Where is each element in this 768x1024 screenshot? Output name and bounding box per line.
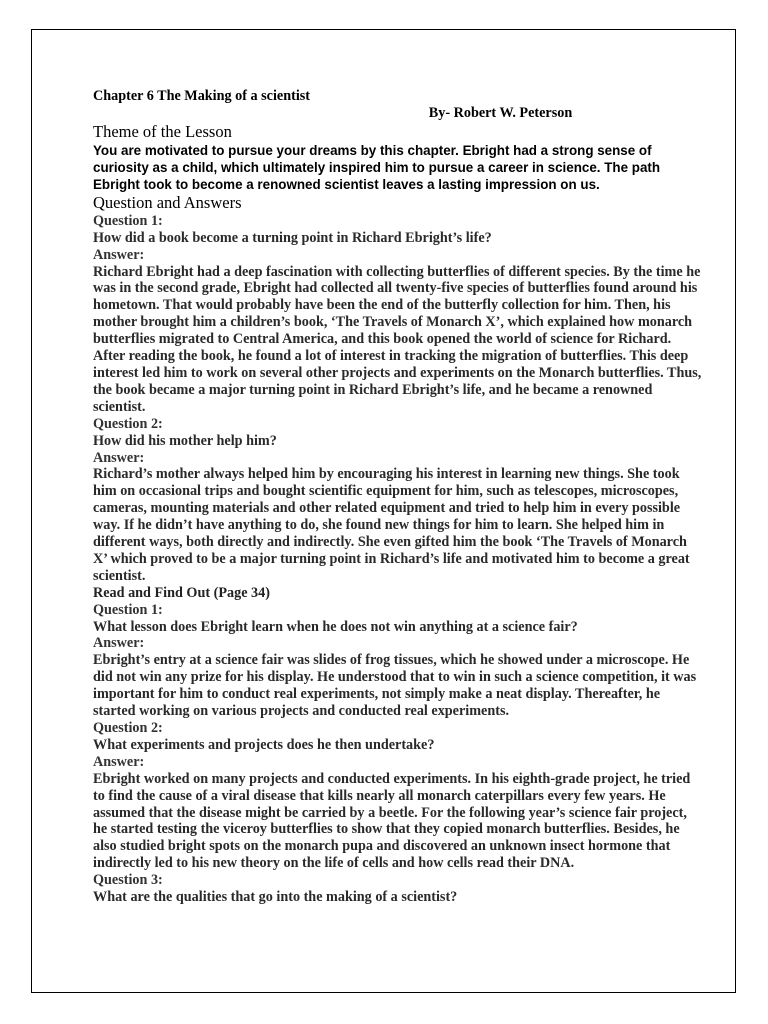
qa-heading: Question and Answers	[93, 192, 242, 212]
answer-label: Answer:	[93, 449, 145, 466]
theme-heading: Theme of the Lesson	[93, 121, 232, 141]
answer-text: Richard’s mother always helped him by encouraging his interest in learning new things. She took him on occasional trips and bought scientific equipment for him, such as telescopes, microscopes, cameras, mounting materials and other related equipment and tried to help him in every possible way. If he didn’t have anything to do, she found new things for him to learn. She helped him in different ways, both directly and indirectly. She even gifted him the book ‘The Travels of Monarch X’ which proved to be a major turning point in Richard’s life and motivated him to become a great scientist.	[93, 466, 690, 584]
qa-block-4	[93, 720, 703, 872]
qa-block-2	[93, 416, 703, 585]
question-label: Question 1:	[93, 212, 163, 229]
answer-text: Richard Ebright had a deep fascination with collecting butterflies of different species. By the time he was in the second grade, Ebright had collected all twenty-five species of butterflies found around his hometown. That would probably have been the end of the butterfly collection for him. Then, his mother brought him a children’s book, ‘The Travels of Monarch X’, which explained how monarch butterflies migrated to Central America, and this book opened the world of science for Richard. After reading the book, he found a lot of interest in tracking the migration of butterflies. This deep interest led him to work on several other projects and experiments on the Monarch butterflies. Thus, the book became a major turning point in Richard Ebright’s life, and he became a renowned scientist.	[93, 263, 702, 415]
answer-label: Answer:	[93, 635, 145, 652]
read-find-heading: Read and Find Out (Page 34)	[93, 584, 270, 601]
question-label: Question 2:	[93, 415, 163, 432]
author-line	[93, 105, 703, 122]
answer-label: Answer:	[93, 753, 145, 770]
question-label: Question 3:	[93, 872, 163, 889]
qa-block-5	[93, 872, 703, 906]
theme-text: You are motivated to pursue your dreams by this chapter. Ebright had a strong sense of curiosity as a child, which ultimately inspired him to pursue a career in science. The path Ebright took to become a renowned scientist leaves a lasting impression on us.	[93, 142, 661, 192]
question-text: What lesson does Ebright learn when he does not win anything at a science fair?	[93, 618, 578, 635]
question-text: What experiments and projects does he then undertake?	[93, 736, 435, 753]
author-name: By- Robert W. Peterson	[428, 104, 573, 121]
qa-block-1	[93, 213, 703, 416]
question-text: How did his mother help him?	[93, 432, 277, 449]
question-label: Question 2:	[93, 720, 163, 736]
chapter-title: Chapter 6 The Making of a scientist	[93, 88, 311, 104]
answer-text: Ebright worked on many projects and conducted experiments. In his eighth-grade project, he tried to find the cause of a viral disease that kills nearly all monarch caterpillars every few years. He assumed that the disease might be carried by a beetle. For the following year’s science fair project, he started testing the viceroy butterflies to show that they copied monarch butterflies. Besides, he also studied bright spots on the monarch pupa and discovered an unknown insect hormone that indirectly led to his new theory on the life of cells and how cells read their DNA.	[93, 770, 691, 872]
answer-label: Answer:	[93, 246, 145, 263]
answer-text: Ebright’s entry at a science fair was slides of frog tissues, which he showed under a microscope. He did not win any prize for his display. He understood that to win in such a science competition, it was important for him to conduct real experiments, not simply make a neat display. Thereafter, he started working on various projects and conducted real experiments.	[93, 652, 697, 720]
qa-block-3	[93, 602, 703, 720]
question-text: What are the qualities that go into the making of a scientist?	[93, 889, 458, 906]
question-label: Question 1:	[93, 601, 163, 618]
question-text: How did a book become a turning point in Richard Ebright’s life?	[93, 229, 492, 246]
document-body	[93, 88, 703, 906]
